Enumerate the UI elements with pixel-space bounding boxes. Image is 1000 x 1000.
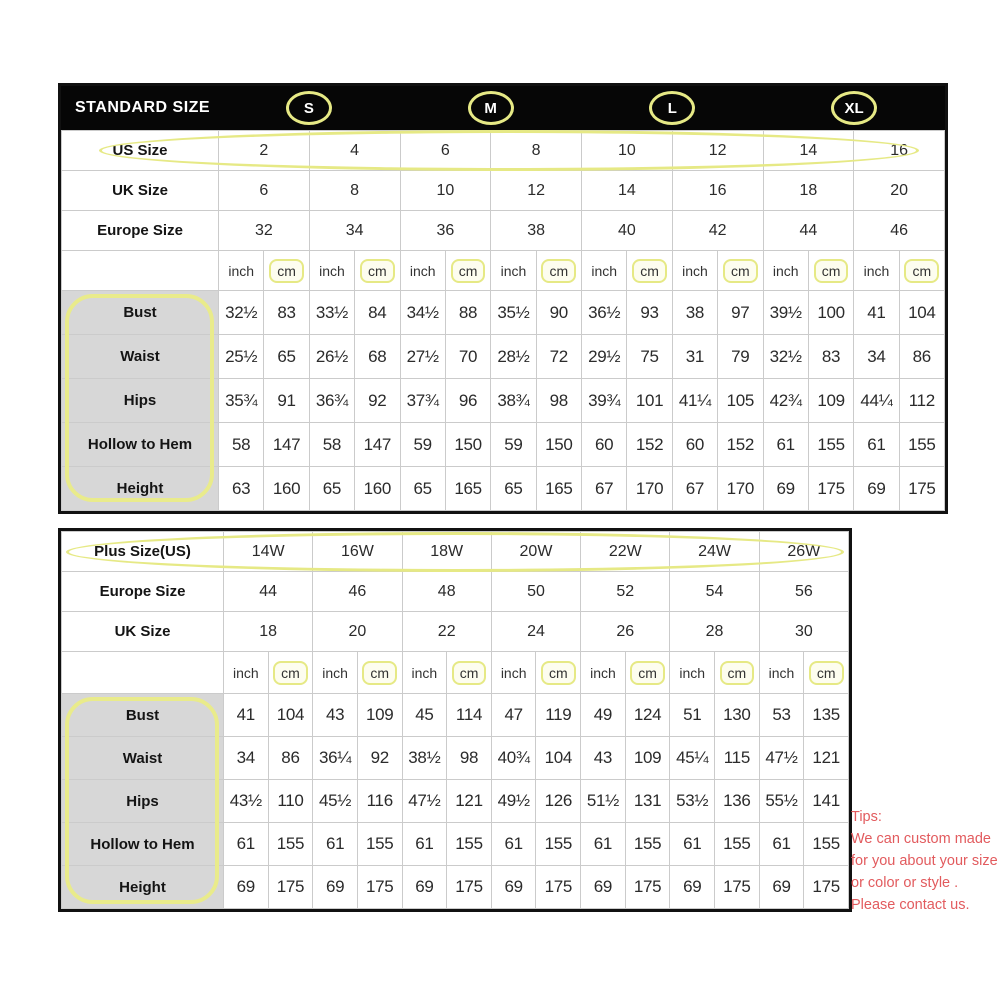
measure-cell: 36½ <box>582 291 627 335</box>
measure-cell: 175 <box>625 866 670 909</box>
measure-cell: 175 <box>808 467 853 511</box>
tips-line: We can custom made <box>851 831 991 847</box>
cm-header-cell <box>357 652 402 694</box>
measure-cell: 43 <box>313 694 358 737</box>
size-cell: 46 <box>854 211 945 251</box>
measure-cell: 45 <box>402 694 447 737</box>
cm-header-cell <box>899 251 944 291</box>
standard-size-grid <box>61 130 945 511</box>
measure-cell: 41 <box>854 291 899 335</box>
measure-cell: 65 <box>309 467 354 511</box>
measure-row-hips <box>62 379 945 423</box>
size-cell: 8 <box>491 131 582 171</box>
measure-cell: 29½ <box>582 335 627 379</box>
size-cell: 6 <box>219 171 310 211</box>
measure-row-height <box>62 467 945 511</box>
size-circle-s: S <box>286 91 332 125</box>
measure-cell: 160 <box>264 467 309 511</box>
inch-header-cell: inch <box>581 652 626 694</box>
measure-cell: 42¾ <box>763 379 808 423</box>
cm-header-cell <box>718 251 763 291</box>
cm-header-cell <box>804 652 849 694</box>
measure-cell: 126 <box>536 780 581 823</box>
measure-cell: 69 <box>224 866 269 909</box>
row-label-height: Height <box>62 866 224 909</box>
inch-header-cell: inch <box>582 251 627 291</box>
measure-cell: 43 <box>581 737 626 780</box>
size-cell: 16W <box>313 532 402 572</box>
measure-cell: 65 <box>491 467 536 511</box>
row-label-hollow-to-hem: Hollow to Hem <box>62 423 219 467</box>
measure-cell: 45½ <box>313 780 358 823</box>
measure-cell: 59 <box>491 423 536 467</box>
row-label-waist: Waist <box>62 335 219 379</box>
cm-highlight-box: cm <box>632 259 667 283</box>
measure-cell: 83 <box>808 335 853 379</box>
measure-cell: 59 <box>400 423 445 467</box>
size-cell: 50 <box>491 572 580 612</box>
measure-row-height <box>62 866 849 909</box>
size-cell: 18 <box>763 171 854 211</box>
cm-header-cell <box>445 251 490 291</box>
measure-cell: 155 <box>804 823 849 866</box>
tips-note <box>851 806 999 916</box>
measure-cell: 69 <box>491 866 536 909</box>
measure-cell: 28½ <box>491 335 536 379</box>
size-circle-l: L <box>649 91 695 125</box>
measure-row-hollow-to-hem <box>62 823 849 866</box>
measure-cell: 35½ <box>491 291 536 335</box>
size-circle-xl: XL <box>831 91 877 125</box>
measure-cell: 38¾ <box>491 379 536 423</box>
cm-header-cell <box>264 251 309 291</box>
measure-row-hollow-to-hem <box>62 423 945 467</box>
row-label-height: Height <box>62 467 219 511</box>
inch-header-cell: inch <box>309 251 354 291</box>
cm-highlight-box: cm <box>809 661 844 685</box>
size-cell: 22 <box>402 612 491 652</box>
measure-cell: 61 <box>402 823 447 866</box>
measure-cell: 60 <box>582 423 627 467</box>
size-cell: 28 <box>670 612 759 652</box>
measure-cell: 49½ <box>491 780 536 823</box>
measure-cell: 105 <box>718 379 763 423</box>
size-cell: 4 <box>309 131 400 171</box>
measure-row-bust <box>62 291 945 335</box>
measure-cell: 49 <box>581 694 626 737</box>
plus-size-grid <box>61 531 849 909</box>
measure-cell: 32½ <box>219 291 264 335</box>
measure-cell: 110 <box>268 780 313 823</box>
measure-cell: 36¼ <box>313 737 358 780</box>
inch-header-cell: inch <box>672 251 717 291</box>
size-cell: 14 <box>582 171 673 211</box>
measure-cell: 34 <box>224 737 269 780</box>
measure-cell: 96 <box>445 379 490 423</box>
measure-cell: 75 <box>627 335 672 379</box>
measure-cell: 61 <box>759 823 804 866</box>
cm-header-cell <box>625 652 670 694</box>
inch-header-cell: inch <box>491 652 536 694</box>
size-cell: 14 <box>763 131 854 171</box>
row-label-europe-size: Europe Size <box>62 572 224 612</box>
cm-highlight-box: cm <box>723 259 758 283</box>
size-cell: 44 <box>224 572 313 612</box>
measure-cell: 40¾ <box>491 737 536 780</box>
measure-cell: 104 <box>268 694 313 737</box>
measure-cell: 38 <box>672 291 717 335</box>
measure-cell: 165 <box>536 467 581 511</box>
size-cell: 16 <box>672 171 763 211</box>
size-cell: 26 <box>581 612 670 652</box>
measure-cell: 69 <box>581 866 626 909</box>
size-cell: 18W <box>402 532 491 572</box>
measure-cell: 91 <box>264 379 309 423</box>
measure-cell: 70 <box>445 335 490 379</box>
measure-cell: 104 <box>536 737 581 780</box>
measure-cell: 109 <box>357 694 402 737</box>
measure-cell: 41¼ <box>672 379 717 423</box>
cm-highlight-box: cm <box>452 661 487 685</box>
measure-cell: 86 <box>268 737 313 780</box>
measure-cell: 150 <box>536 423 581 467</box>
measure-row-waist <box>62 737 849 780</box>
measure-cell: 98 <box>447 737 492 780</box>
measure-cell: 155 <box>715 823 760 866</box>
measure-cell: 43½ <box>224 780 269 823</box>
measure-cell: 109 <box>808 379 853 423</box>
measure-cell: 79 <box>718 335 763 379</box>
measure-cell: 61 <box>670 823 715 866</box>
measure-cell: 67 <box>672 467 717 511</box>
row-label-waist: Waist <box>62 737 224 780</box>
measure-cell: 88 <box>445 291 490 335</box>
size-cell: 26W <box>759 532 848 572</box>
plus-size-table <box>58 528 852 912</box>
measure-cell: 38½ <box>402 737 447 780</box>
measure-cell: 112 <box>899 379 944 423</box>
measure-cell: 69 <box>763 467 808 511</box>
measure-cell: 39¾ <box>582 379 627 423</box>
measure-cell: 175 <box>899 467 944 511</box>
measure-cell: 150 <box>445 423 490 467</box>
measure-cell: 160 <box>355 467 400 511</box>
tips-line: Please contact us. <box>851 897 970 913</box>
measure-cell: 32½ <box>763 335 808 379</box>
size-cell: 16 <box>854 131 945 171</box>
size-cell: 2 <box>219 131 310 171</box>
measure-cell: 45¼ <box>670 737 715 780</box>
size-cell: 32 <box>219 211 310 251</box>
measure-cell: 69 <box>759 866 804 909</box>
measure-cell: 104 <box>899 291 944 335</box>
measure-cell: 47 <box>491 694 536 737</box>
measure-cell: 114 <box>447 694 492 737</box>
cm-header-cell <box>627 251 672 291</box>
measure-cell: 121 <box>804 737 849 780</box>
measure-cell: 175 <box>804 866 849 909</box>
unit-row-label <box>62 652 224 694</box>
measure-cell: 61 <box>763 423 808 467</box>
inch-header-cell: inch <box>400 251 445 291</box>
size-cell: 40 <box>582 211 673 251</box>
size-cell: 8 <box>309 171 400 211</box>
standard-size-table <box>58 83 948 514</box>
measure-cell: 61 <box>491 823 536 866</box>
cm-highlight-box: cm <box>720 661 755 685</box>
measure-cell: 61 <box>224 823 269 866</box>
inch-header-cell: inch <box>402 652 447 694</box>
tips-line: or color or style . <box>851 875 959 891</box>
measure-cell: 33½ <box>309 291 354 335</box>
size-row-europe-size <box>62 211 945 251</box>
measure-cell: 170 <box>718 467 763 511</box>
measure-cell: 121 <box>447 780 492 823</box>
measure-cell: 86 <box>899 335 944 379</box>
size-circle-m: M <box>468 91 514 125</box>
cm-header-cell <box>447 652 492 694</box>
cm-highlight-box: cm <box>451 259 486 283</box>
measure-cell: 69 <box>670 866 715 909</box>
cm-highlight-box: cm <box>362 661 397 685</box>
size-row-uk-size <box>62 171 945 211</box>
cm-header-cell <box>715 652 760 694</box>
measure-cell: 155 <box>625 823 670 866</box>
measure-cell: 51 <box>670 694 715 737</box>
row-label-bust: Bust <box>62 694 224 737</box>
measure-cell: 147 <box>355 423 400 467</box>
measure-cell: 155 <box>357 823 402 866</box>
measure-cell: 36¾ <box>309 379 354 423</box>
measure-cell: 136 <box>715 780 760 823</box>
row-label-hollow-to-hem: Hollow to Hem <box>62 823 224 866</box>
measure-cell: 67 <box>582 467 627 511</box>
measure-cell: 98 <box>536 379 581 423</box>
size-cell: 38 <box>491 211 582 251</box>
measure-cell: 68 <box>355 335 400 379</box>
inch-header-cell: inch <box>219 251 264 291</box>
measure-cell: 92 <box>355 379 400 423</box>
row-label-hips: Hips <box>62 379 219 423</box>
measure-cell: 35¾ <box>219 379 264 423</box>
row-label-uk-size: UK Size <box>62 171 219 211</box>
measure-cell: 109 <box>625 737 670 780</box>
measure-cell: 61 <box>854 423 899 467</box>
measure-row-waist <box>62 335 945 379</box>
measure-cell: 175 <box>268 866 313 909</box>
standard-size-header-bar <box>61 86 945 130</box>
inch-header-cell: inch <box>854 251 899 291</box>
standard-size-title: STANDARD SIZE <box>75 99 211 116</box>
size-cell: 10 <box>582 131 673 171</box>
size-cell: 24W <box>670 532 759 572</box>
cm-highlight-box: cm <box>273 661 308 685</box>
measure-cell: 155 <box>268 823 313 866</box>
measure-cell: 26½ <box>309 335 354 379</box>
cm-highlight-box: cm <box>269 259 304 283</box>
size-cell: 56 <box>759 572 848 612</box>
size-cell: 12 <box>672 131 763 171</box>
measure-cell: 115 <box>715 737 760 780</box>
measure-row-bust <box>62 694 849 737</box>
size-cell: 52 <box>581 572 670 612</box>
measure-cell: 72 <box>536 335 581 379</box>
measure-cell: 60 <box>672 423 717 467</box>
measure-cell: 65 <box>264 335 309 379</box>
measure-cell: 175 <box>357 866 402 909</box>
size-cell: 44 <box>763 211 854 251</box>
measure-cell: 83 <box>264 291 309 335</box>
measure-cell: 65 <box>400 467 445 511</box>
measure-cell: 135 <box>804 694 849 737</box>
cm-header-cell <box>536 652 581 694</box>
cm-header-cell <box>536 251 581 291</box>
row-label-europe-size: Europe Size <box>62 211 219 251</box>
cm-highlight-box: cm <box>541 259 576 283</box>
measure-cell: 69 <box>402 866 447 909</box>
measure-cell: 124 <box>625 694 670 737</box>
measure-cell: 27½ <box>400 335 445 379</box>
measure-cell: 152 <box>627 423 672 467</box>
measure-cell: 44¼ <box>854 379 899 423</box>
measure-cell: 147 <box>264 423 309 467</box>
size-cell: 10 <box>400 171 491 211</box>
measure-cell: 84 <box>355 291 400 335</box>
size-cell: 24 <box>491 612 580 652</box>
measure-cell: 39½ <box>763 291 808 335</box>
inch-header-cell: inch <box>759 652 804 694</box>
measure-cell: 155 <box>899 423 944 467</box>
measure-cell: 155 <box>447 823 492 866</box>
measure-cell: 47½ <box>402 780 447 823</box>
size-cell: 48 <box>402 572 491 612</box>
measure-cell: 53½ <box>670 780 715 823</box>
measure-cell: 55½ <box>759 780 804 823</box>
measure-cell: 175 <box>715 866 760 909</box>
measure-cell: 34½ <box>400 291 445 335</box>
measure-cell: 25½ <box>219 335 264 379</box>
row-label-hips: Hips <box>62 780 224 823</box>
size-cell: 12 <box>491 171 582 211</box>
size-cell: 20 <box>313 612 402 652</box>
cm-header-cell <box>268 652 313 694</box>
measure-cell: 116 <box>357 780 402 823</box>
cm-highlight-box: cm <box>630 661 665 685</box>
measure-cell: 51½ <box>581 780 626 823</box>
measure-cell: 131 <box>625 780 670 823</box>
size-cell: 30 <box>759 612 848 652</box>
inch-header-cell: inch <box>313 652 358 694</box>
size-cell: 20 <box>854 171 945 211</box>
measure-cell: 37¾ <box>400 379 445 423</box>
measure-cell: 155 <box>808 423 853 467</box>
row-label-plus-size-us: Plus Size(US) <box>62 532 224 572</box>
size-cell: 20W <box>491 532 580 572</box>
cm-header-cell <box>808 251 853 291</box>
measure-cell: 31 <box>672 335 717 379</box>
cm-highlight-box: cm <box>904 259 939 283</box>
measure-row-hips <box>62 780 849 823</box>
measure-cell: 61 <box>581 823 626 866</box>
measure-cell: 90 <box>536 291 581 335</box>
inch-header-cell: inch <box>491 251 536 291</box>
measure-cell: 34 <box>854 335 899 379</box>
measure-cell: 93 <box>627 291 672 335</box>
size-cell: 22W <box>581 532 670 572</box>
measure-cell: 61 <box>313 823 358 866</box>
size-cell: 46 <box>313 572 402 612</box>
cm-highlight-box: cm <box>814 259 849 283</box>
unit-row-label <box>62 251 219 291</box>
size-row-plus-size-us <box>62 532 849 572</box>
inch-header-cell: inch <box>670 652 715 694</box>
measure-cell: 69 <box>854 467 899 511</box>
measure-cell: 69 <box>313 866 358 909</box>
tips-line: for you about your size <box>851 853 998 869</box>
cm-header-cell <box>355 251 400 291</box>
unit-header-row <box>62 251 945 291</box>
row-label-uk-size: UK Size <box>62 612 224 652</box>
size-row-us-size <box>62 131 945 171</box>
measure-cell: 119 <box>536 694 581 737</box>
size-cell: 14W <box>224 532 313 572</box>
measure-cell: 53 <box>759 694 804 737</box>
size-cell: 6 <box>400 131 491 171</box>
row-label-bust: Bust <box>62 291 219 335</box>
measure-cell: 97 <box>718 291 763 335</box>
size-cell: 18 <box>224 612 313 652</box>
measure-cell: 165 <box>445 467 490 511</box>
cm-highlight-box: cm <box>360 259 395 283</box>
measure-cell: 170 <box>627 467 672 511</box>
tips-title: Tips: <box>851 809 882 825</box>
measure-cell: 58 <box>219 423 264 467</box>
measure-cell: 141 <box>804 780 849 823</box>
measure-cell: 175 <box>536 866 581 909</box>
unit-header-row <box>62 652 849 694</box>
size-row-europe-size <box>62 572 849 612</box>
measure-cell: 92 <box>357 737 402 780</box>
inch-header-cell: inch <box>763 251 808 291</box>
measure-cell: 58 <box>309 423 354 467</box>
size-cell: 36 <box>400 211 491 251</box>
measure-cell: 47½ <box>759 737 804 780</box>
size-row-uk-size <box>62 612 849 652</box>
size-cell: 54 <box>670 572 759 612</box>
size-cell: 42 <box>672 211 763 251</box>
measure-cell: 101 <box>627 379 672 423</box>
measure-cell: 130 <box>715 694 760 737</box>
measure-cell: 152 <box>718 423 763 467</box>
measure-cell: 63 <box>219 467 264 511</box>
measure-cell: 155 <box>536 823 581 866</box>
measure-cell: 175 <box>447 866 492 909</box>
cm-highlight-box: cm <box>541 661 576 685</box>
row-label-us-size: US Size <box>62 131 219 171</box>
inch-header-cell: inch <box>224 652 269 694</box>
size-cell: 34 <box>309 211 400 251</box>
measure-cell: 41 <box>224 694 269 737</box>
measure-cell: 100 <box>808 291 853 335</box>
